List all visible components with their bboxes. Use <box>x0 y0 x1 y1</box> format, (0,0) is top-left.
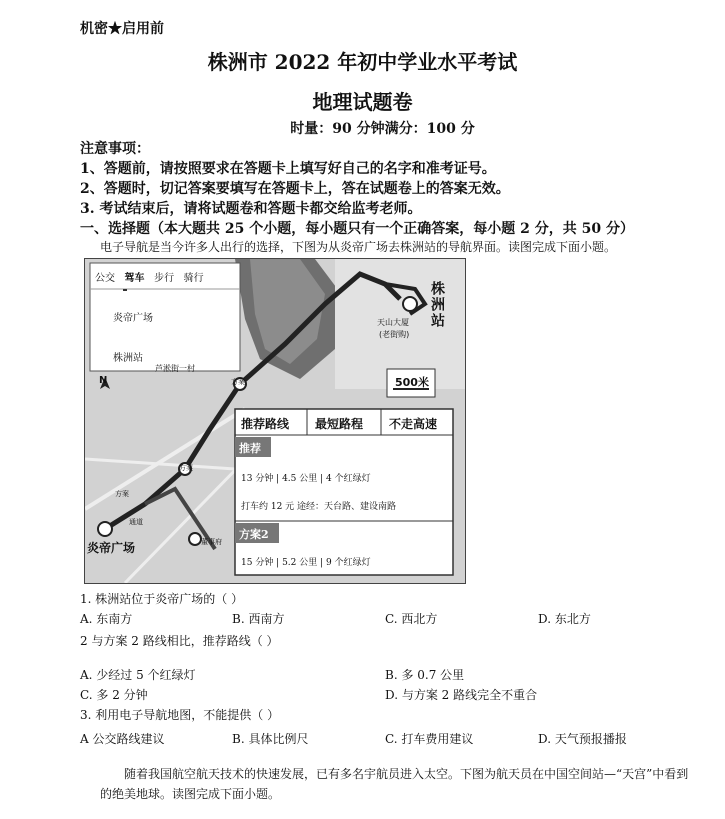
origin-pin <box>98 522 112 536</box>
mode-drive[interactable]: 驾车 <box>124 273 145 284</box>
section-title: 一、选择题（本大题共 25 个小题，每小题只有一个正确答案，每小题 2 分，共 50 分） <box>80 221 634 237</box>
mode-bike[interactable]: 骑行 <box>183 273 204 284</box>
notice-item: 2、答题时，切记答案要填写在答题卡上，答在试题卷上的答案无效。 <box>80 181 510 197</box>
q1-option-b: B. 西南方 <box>232 612 285 626</box>
q3-option-d: D. 天气预报播报 <box>538 732 627 746</box>
question-1-stem: 1. 株洲站位于炎帝广场的（ ） <box>80 592 244 606</box>
scale-label: 500米 <box>395 376 429 389</box>
q3-option-a: A 公交路线建议 <box>80 732 165 746</box>
question-3-stem: 3. 利用电子导航地图，不能提供（ ） <box>80 708 280 722</box>
pin-label: 方案 <box>231 378 245 386</box>
mode-walk[interactable]: 步行 <box>154 273 175 284</box>
time-score: 时量：90 分钟满分：100 分 <box>290 121 475 137</box>
question-2-stem: 2 与方案 2 路线相比，推荐路线（ ） <box>80 634 279 648</box>
compass-label: N <box>99 375 108 386</box>
q2-option-d: D. 与方案 2 路线完全不重合 <box>385 688 538 702</box>
road-label: 芦淞街一村 <box>155 364 195 373</box>
pin-label: 通道 <box>129 518 143 526</box>
destination-pin <box>403 297 417 311</box>
route-info-panel <box>235 409 453 575</box>
q3-option-b: B. 具体比例尺 <box>232 732 309 746</box>
notice-item: 3. 考试结束后，请将试题卷和答题卡都交给监考老师。 <box>80 201 422 217</box>
pin-label: 方案 <box>179 464 193 472</box>
notice-item: 1、答题前，请按照要求在答题卡上填写好自己的名字和准考证号。 <box>80 161 496 177</box>
origin-input[interactable]: 炎帝广场 <box>113 313 153 324</box>
section-intro: 电子导航是当今许多人出行的选择，下图为从炎帝广场去株洲站的导航界面。读图完成下面小题。 <box>100 240 617 254</box>
pin-label: 董事府 <box>201 538 222 546</box>
q3-option-c: C. 打车费用建议 <box>385 732 474 746</box>
route1-info[interactable]: 13 分钟 | 4.5 公里 | 4 个红绿灯 <box>241 474 371 484</box>
route1-tag: 推荐 <box>239 442 261 455</box>
pin-label: 方案 <box>115 490 129 498</box>
tab-no-highway[interactable]: 不走高速 <box>389 417 438 431</box>
mode-bus[interactable]: 公交 <box>95 273 115 284</box>
q1-option-d: D. 东北方 <box>538 612 591 626</box>
destination-input[interactable]: 株洲站 <box>113 353 143 364</box>
square-label: 炎帝广场 <box>87 541 136 555</box>
route2-info[interactable]: 15 分钟 | 5.2 公里 | 9 个红绿灯 <box>241 558 371 568</box>
station-label: 株洲站 <box>429 281 445 329</box>
tab-shortest[interactable]: 最短路程 <box>315 417 364 431</box>
exam-title: 株洲市 2022 年初中学业水平考试 <box>207 50 518 74</box>
route2-tag: 方案2 <box>239 528 269 541</box>
q1-option-c: C. 西北方 <box>385 612 438 626</box>
notice-heading: 注意事项： <box>80 141 150 157</box>
q2-option-c: C. 多 2 分钟 <box>80 688 148 702</box>
building-sublabel: (老街购) <box>379 330 410 339</box>
building-label: 天山大厦 <box>377 318 409 327</box>
confidential-label: 机密★启用前 <box>80 21 164 37</box>
exam-subtitle: 地理试题卷 <box>312 90 413 114</box>
q1-option-a: A. 东南方 <box>80 612 133 626</box>
tab-recommended[interactable]: 推荐路线 <box>241 417 290 431</box>
q2-option-a: A. 少经过 5 个红绿灯 <box>80 668 196 682</box>
waypoint-pin <box>189 533 201 545</box>
closing-paragraph: 随着我国航空航天技术的快速发展，已有多名宇航员进入太空。下图为航天员在中国空间站—“天宫”中看到的绝美地球。读图完成下面小题。 <box>100 767 689 801</box>
q2-option-b: B. 多 0.7 公里 <box>385 668 465 682</box>
route1-extra: 打车约 12 元 途经：天台路、建设南路 <box>241 502 397 512</box>
navigation-map <box>84 258 466 584</box>
